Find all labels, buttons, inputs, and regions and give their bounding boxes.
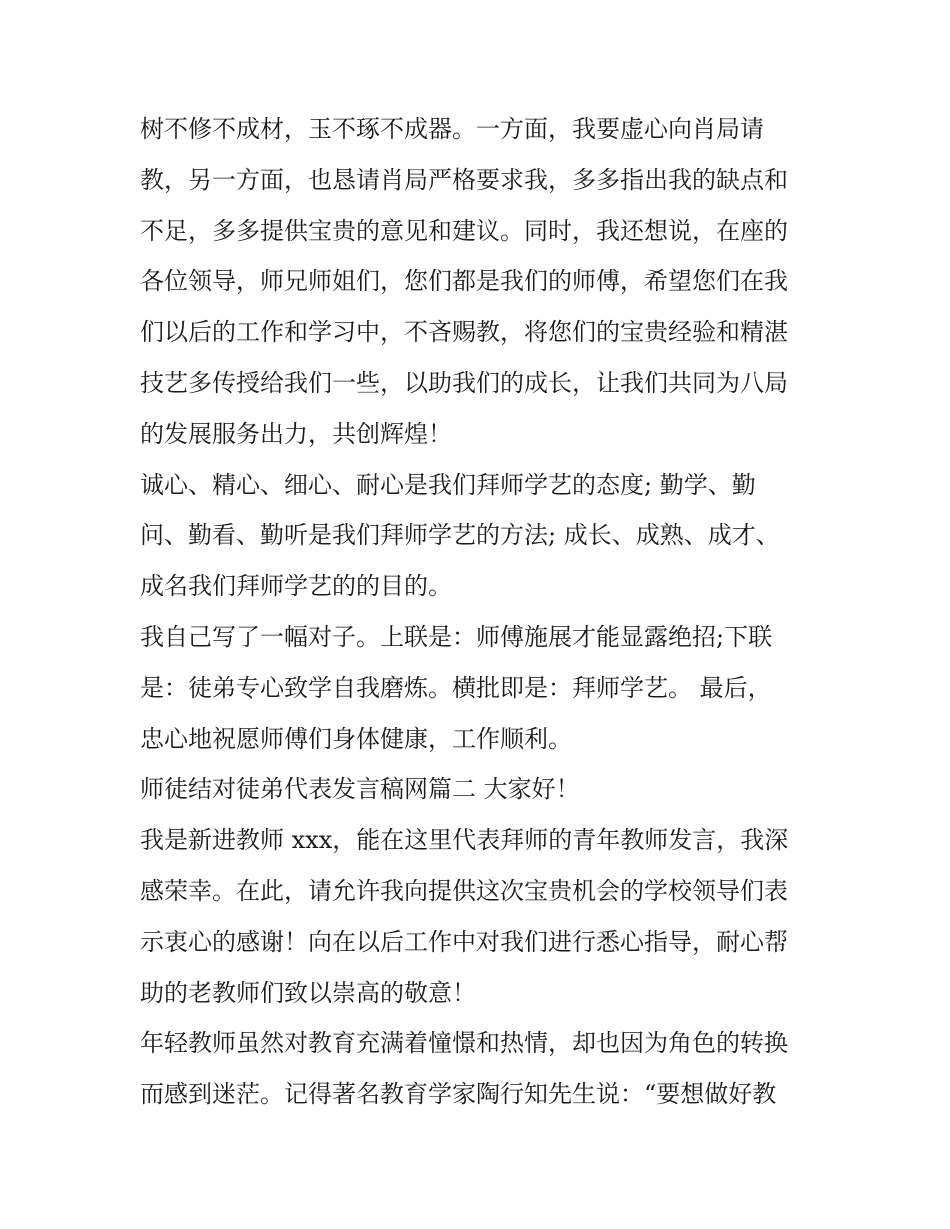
text-line: 忠心地祝愿师傅们身体健康，工作顺利。	[140, 724, 572, 753]
text-line: 教，另一方面，也恳请肖局严格要求我，多多指出我的缺点和	[140, 165, 788, 194]
text-line: 成名我们拜师学艺的的目的。	[140, 572, 452, 601]
text-line: 我是新进教师 xxx，能在这里代表拜师的青年教师发言，我深	[140, 826, 789, 855]
text-line: 技艺多传授给我们一些，以助我们的成长，让我们共同为八局	[140, 368, 788, 397]
text-line: 是：徒弟专心致学自我磨炼。横批即是：拜师学艺。 最后，	[140, 673, 772, 702]
text-line: 问、勤看、勤听是我们拜师学艺的方法; 成长、成熟、成才、	[140, 521, 780, 550]
text-line: 不足，多多提供宝贵的意见和建议。同时，我还想说，在座的	[140, 216, 788, 245]
text-line: 年轻教师虽然对教育充满着憧憬和热情，却也因为角色的转换	[140, 1029, 788, 1058]
section-heading-line: 师徒结对徒弟代表发言稿网篇二 大家好！	[140, 775, 580, 804]
text-line: 各位领导，师兄师姐们，您们都是我们的师傅，希望您们在我	[140, 267, 788, 296]
text-line: 感荣幸。在此，请允许我向提供这次宝贵机会的学校领导们表	[140, 876, 788, 905]
text-line: 树不修不成材，玉不琢不成器。一方面，我要虚心向肖局请	[140, 115, 764, 143]
text-line: 我自己写了一幅对子。上联是：师傅施展才能显露绝招;下联	[140, 622, 773, 651]
document-body	[140, 104, 820, 1120]
text-line: 诚心、精心、细心、耐心是我们拜师学艺的态度; 勤学、勤	[140, 470, 756, 499]
text-line: 助的老教师们致以崇高的敬意！	[140, 978, 476, 1007]
text-line: 们以后的工作和学习中，不吝赐教，将您们的宝贵经验和精湛	[140, 318, 788, 347]
text-line: 的发展服务出力，共创辉煌！	[140, 419, 452, 448]
text-line: 而感到迷茫。记得著名教育学家陶行知先生说：“要想做好教	[140, 1080, 777, 1109]
text-line: 示衷心的感谢！向在以后工作中对我们进行悉心指导，耐心帮	[140, 927, 788, 956]
